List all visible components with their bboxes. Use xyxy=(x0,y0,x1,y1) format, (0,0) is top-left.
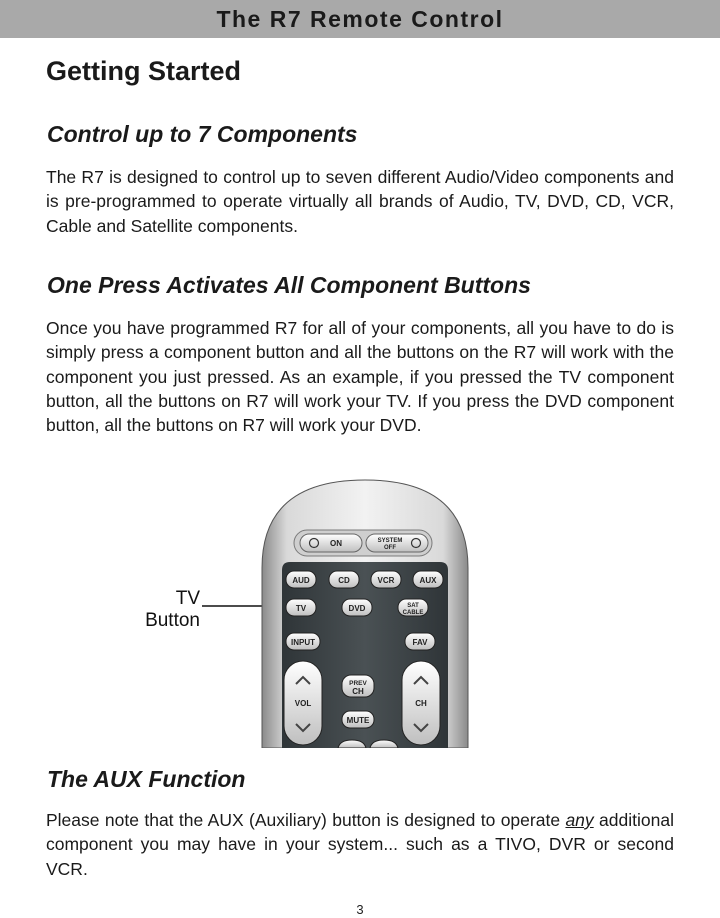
callout-line-1: TV xyxy=(175,588,200,609)
aux-text-emphasis: any xyxy=(565,810,594,830)
prev-label-2: CH xyxy=(352,687,364,696)
aux-button-label: AUX xyxy=(419,576,437,585)
dvd-button-label: DVD xyxy=(348,604,366,613)
input-button-label: INPUT xyxy=(291,638,315,647)
sat-label-1: SAT xyxy=(407,603,419,609)
paragraph-one-press: Once you have programmed R7 for all of your components, all you have to do is simply press a component button and all the buttons on the R7 will work with the component you just pressed. As an example, if you pressed the TV component button, all the buttons on R7 will work your TV. If you press the DVD component button, all the buttons on R7 will work your DVD. xyxy=(46,318,674,436)
vol-label: VOL xyxy=(294,699,312,708)
prev-label-1: PREV xyxy=(349,680,367,687)
tv-button-callout xyxy=(130,588,200,632)
system-off-label-2: OFF xyxy=(384,545,396,551)
on-label: ON xyxy=(330,539,342,548)
vcr-button-label: VCR xyxy=(377,576,395,585)
cd-button-label: CD xyxy=(338,576,350,585)
sat-label-2: CABLE xyxy=(402,610,424,616)
page-number: 3 xyxy=(356,902,364,917)
paragraph-control: The R7 is designed to control up to seven different Audio/Video components and is pre-programmed to operate virtually all brands of Audio, TV, DVD, CD, VCR, Cable and Satellite components. xyxy=(46,167,674,236)
section-heading-aux: The AUX Function xyxy=(47,766,246,792)
section-heading-control: Control up to 7 Components xyxy=(47,121,358,147)
tv-button-label: TV xyxy=(295,604,307,613)
system-off-label-1: SYSTEM xyxy=(377,538,403,544)
remote-image xyxy=(260,478,470,748)
mute-button-label: MUTE xyxy=(346,716,370,725)
aud-button-label: AUD xyxy=(292,576,310,585)
header-title: The R7 Remote Control xyxy=(216,5,504,32)
fav-button-label: FAV xyxy=(412,638,428,647)
aux-text-post: additional component you may have in your system... such as a TIVO, DVR or second VCR. xyxy=(46,810,674,879)
paragraph-aux xyxy=(46,808,674,881)
header-bar xyxy=(0,0,720,38)
callout-line-2: Button xyxy=(145,610,200,631)
remote-figure xyxy=(130,478,470,748)
aux-text-pre: Please note that the AUX (Auxiliary) button is designed to operate xyxy=(46,810,566,830)
page-title: Getting Started xyxy=(46,56,242,86)
section-heading-one-press: One Press Activates All Component Buttons xyxy=(47,272,531,298)
ch-label: CH xyxy=(415,699,427,708)
